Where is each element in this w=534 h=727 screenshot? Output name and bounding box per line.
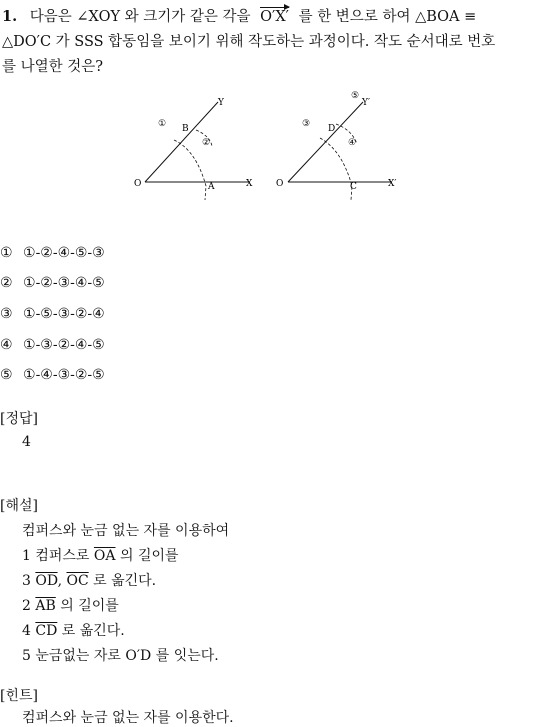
segment-oc: $\overline{OC}$ bbox=[66, 573, 89, 589]
construction-figure bbox=[130, 88, 410, 213]
option-2[interactable] bbox=[0, 275, 105, 291]
label-x-prime: X′ bbox=[388, 179, 397, 189]
arc-left-large bbox=[174, 140, 206, 200]
question-text-1b: 를 한 변으로 하여 △BOA ≡ bbox=[298, 9, 477, 25]
option-number: ⑤ bbox=[0, 367, 13, 383]
step-text: 3 bbox=[22, 573, 31, 589]
explanation-intro: 컴퍼스와 눈금 없는 자를 이용하여 bbox=[22, 523, 230, 539]
step-2-mark: ② bbox=[202, 138, 211, 148]
step-4-mark: ④ bbox=[348, 138, 357, 148]
step-3-mark: ③ bbox=[302, 119, 311, 129]
explanation-line-3 bbox=[22, 595, 119, 615]
step-text: 의 길이를 bbox=[60, 598, 119, 614]
step-text: 4 bbox=[22, 623, 31, 639]
segment-ab: $\overline{AB}$ bbox=[35, 598, 56, 614]
option-text: ①-②-④-⑤-③ bbox=[23, 245, 105, 261]
option-text: ①-③-②-④-⑤ bbox=[23, 337, 105, 353]
question-text-1a: 다음은 ∠XOY 와 크기가 같은 각을 bbox=[29, 9, 251, 25]
step-1-mark: ① bbox=[158, 119, 167, 129]
step-text: 2 bbox=[22, 598, 31, 614]
label-d: D bbox=[328, 124, 336, 134]
label-x: X bbox=[246, 179, 253, 189]
option-number: ② bbox=[0, 275, 13, 291]
hint-text: 컴퍼스와 눈금 없는 자를 이용한다. bbox=[22, 710, 234, 726]
option-5[interactable] bbox=[0, 367, 105, 383]
explanation-line-4 bbox=[22, 620, 125, 640]
label-o: O bbox=[134, 179, 142, 189]
label-y: Y bbox=[218, 98, 224, 108]
question bbox=[2, 4, 530, 80]
step-text: 1 컴퍼스로 bbox=[22, 548, 90, 564]
label-y-prime: Y′ bbox=[362, 98, 370, 108]
option-text: ①-⑤-③-②-④ bbox=[23, 306, 105, 322]
label-b: B bbox=[182, 124, 189, 134]
option-number: ④ bbox=[0, 337, 13, 353]
right-angle-figure bbox=[276, 91, 396, 200]
segment-cd: $\overline{CD}$ bbox=[35, 623, 58, 639]
explanation-line-2 bbox=[22, 570, 156, 590]
option-number: ① bbox=[0, 245, 13, 261]
option-number: ③ bbox=[0, 306, 13, 322]
option-4[interactable] bbox=[0, 337, 105, 353]
segment-od: $\overline{OD}$ bbox=[35, 573, 58, 589]
step-5-mark: ⑤ bbox=[351, 91, 360, 101]
explanation-header: [해설] bbox=[0, 498, 38, 514]
label-o-prime: O bbox=[276, 179, 284, 189]
vector-ox: O′X′ bbox=[260, 5, 289, 30]
explanation-line-1 bbox=[22, 545, 179, 565]
segment-oa: $\overline{OA}$ bbox=[93, 548, 116, 564]
explanation-line-5: 5 눈금없는 자로 O′D 를 잇는다. bbox=[22, 648, 219, 664]
option-3[interactable] bbox=[0, 306, 105, 322]
question-line-2: △DO′C 가 SSS 합동임을 보이기 위해 작도하는 과정이다. 작도 순서대로 번호 bbox=[2, 34, 496, 50]
option-text: ①-②-③-④-⑤ bbox=[23, 275, 105, 291]
option-1[interactable] bbox=[0, 245, 105, 261]
left-angle-figure bbox=[134, 98, 253, 200]
hint-header: [힌트] bbox=[0, 688, 38, 704]
question-line-1 bbox=[2, 4, 530, 30]
question-number: 1. bbox=[2, 8, 18, 25]
answer-header: [정답] bbox=[0, 411, 38, 427]
label-a: A bbox=[208, 182, 215, 192]
answer-value: 4 bbox=[22, 434, 31, 450]
step-text: 로 옮긴다. bbox=[61, 623, 125, 639]
separator: , bbox=[57, 573, 63, 589]
label-c: C bbox=[350, 182, 357, 192]
step-text: 로 옮긴다. bbox=[93, 573, 157, 589]
step-text: 의 길이를 bbox=[119, 548, 179, 564]
question-line-3: 를 나열한 것은? bbox=[2, 59, 104, 75]
option-text: ①-④-③-②-⑤ bbox=[23, 367, 105, 383]
